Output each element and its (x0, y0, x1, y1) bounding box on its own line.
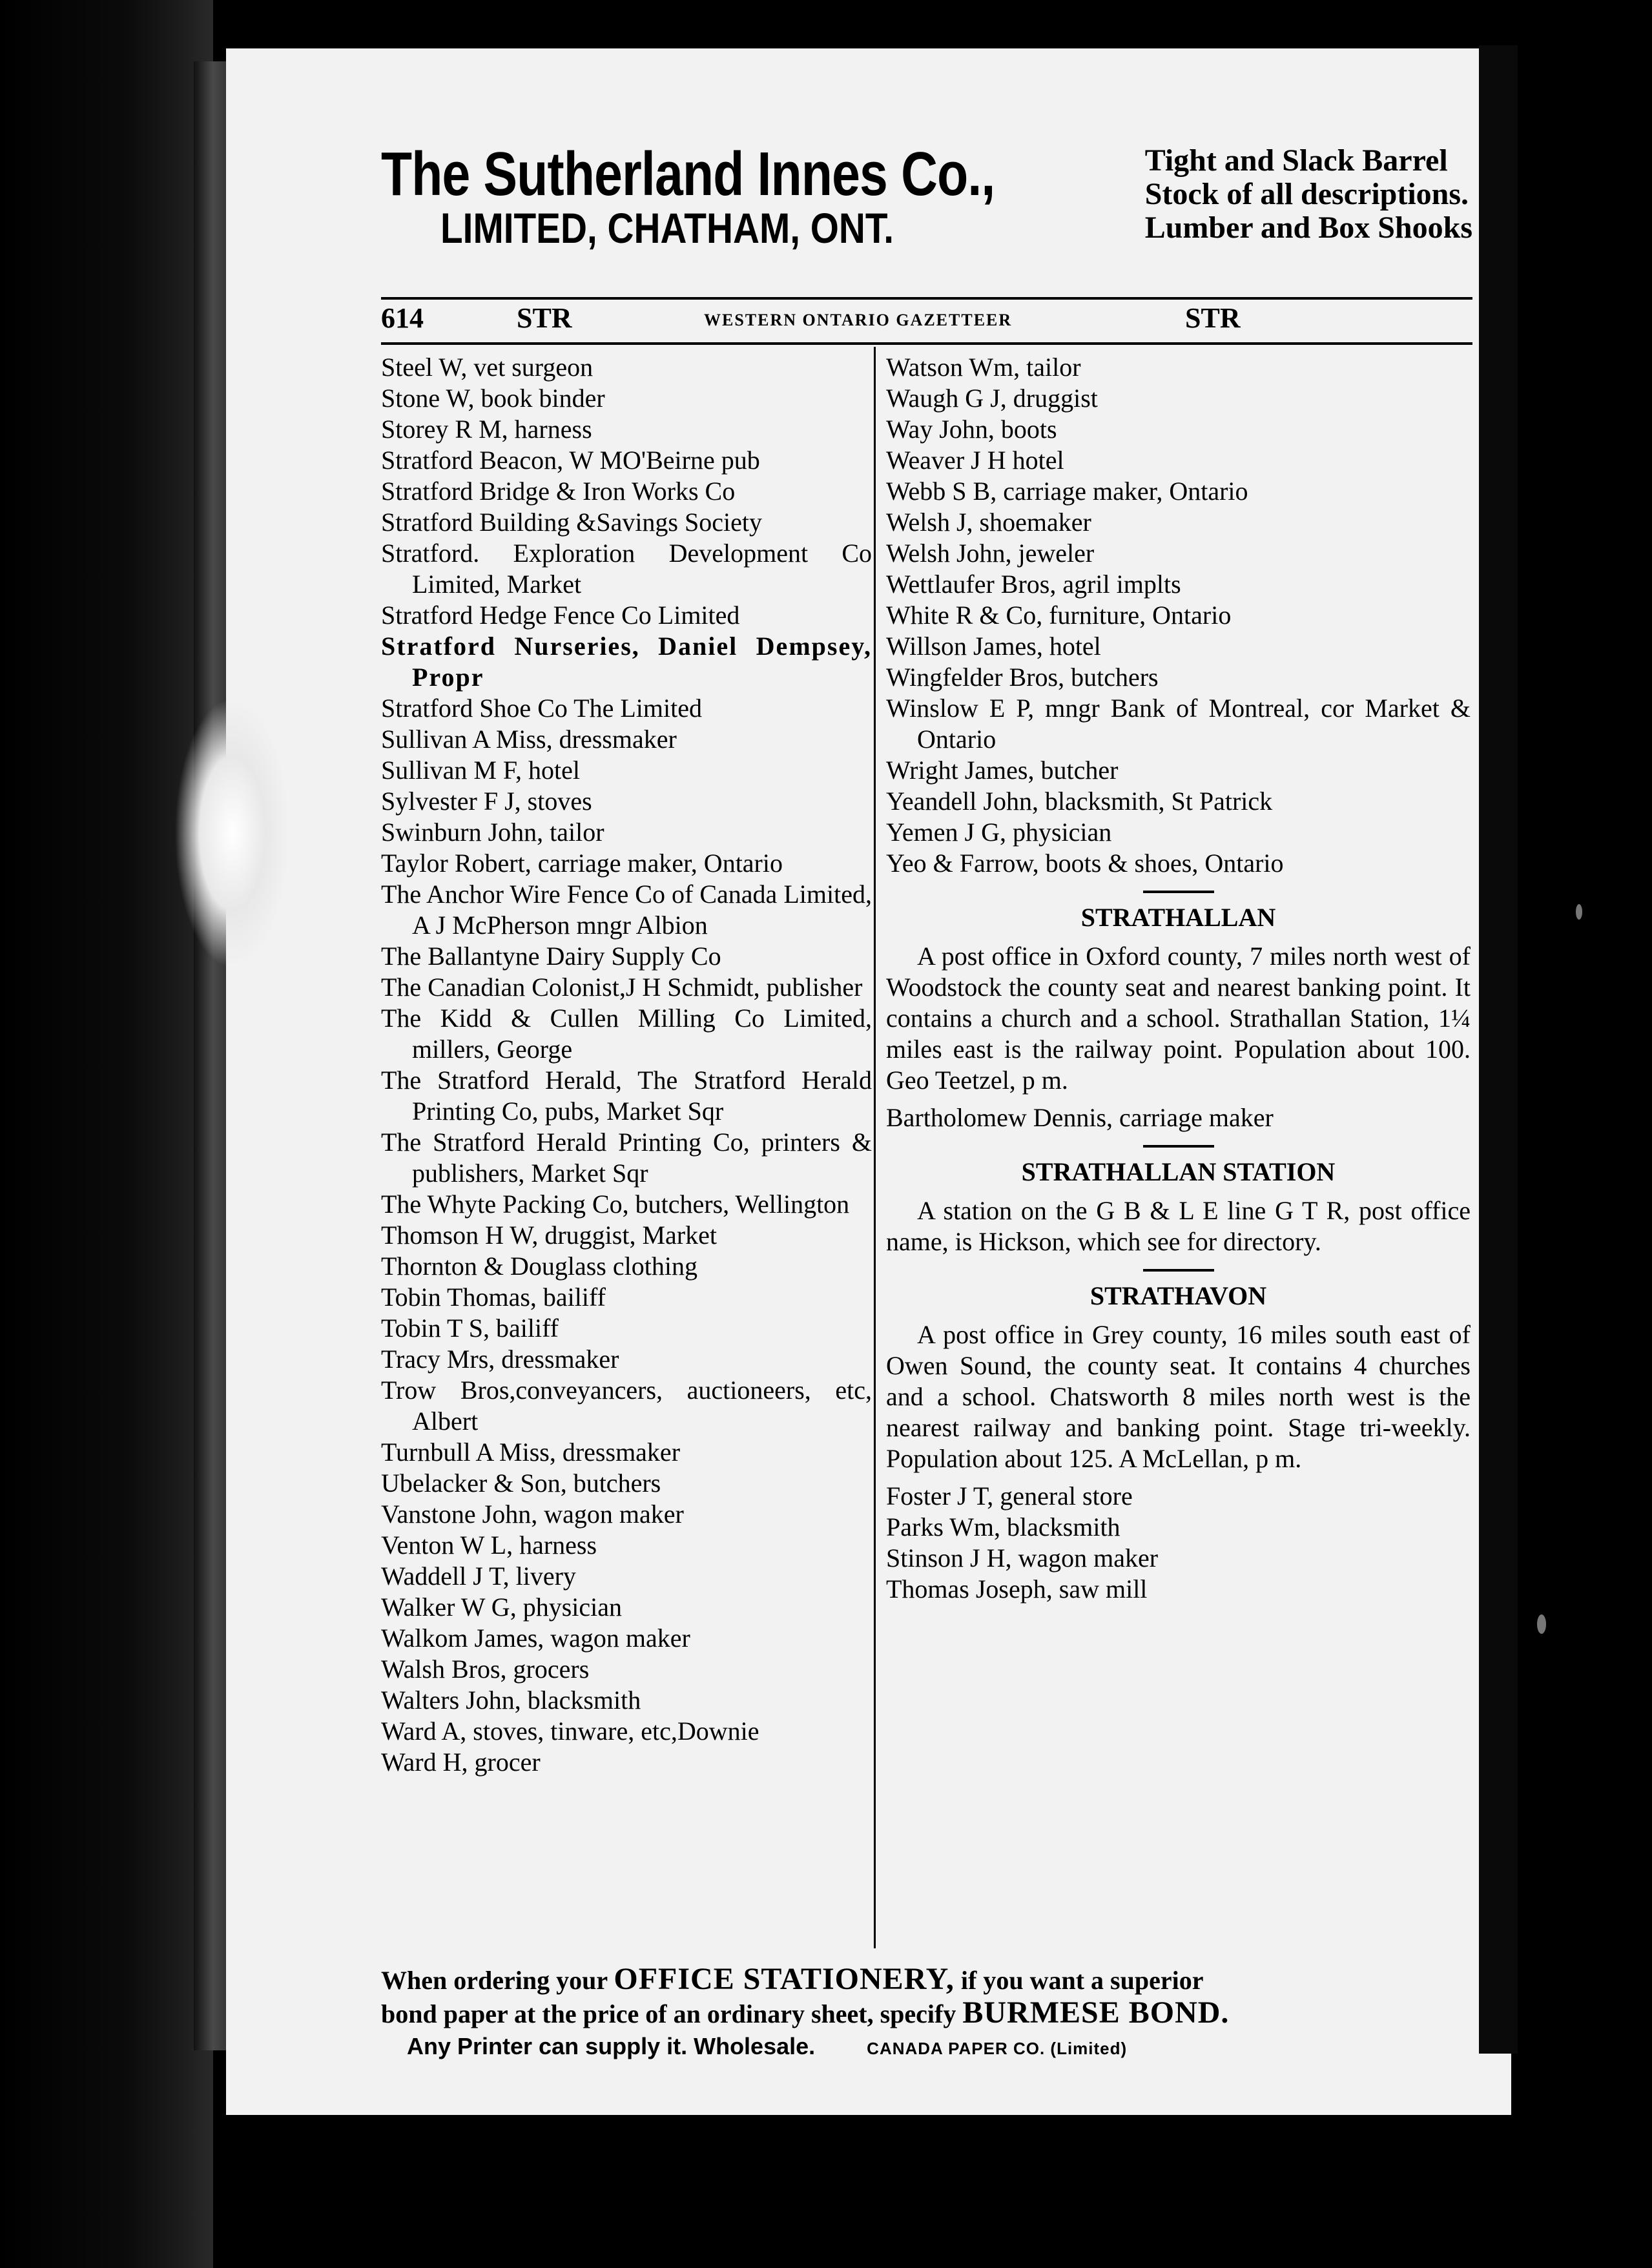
ad-line: Stock of all descriptions. (1144, 177, 1469, 211)
section-heading: STRATHALLAN STATION (1021, 1157, 1336, 1186)
ad-company: CANADA PAPER CO. (Limited) (867, 2039, 1128, 2058)
gazetteer-title: WESTERN ONTARIO GAZETTEER (704, 311, 1013, 329)
directory-entry: Wright James, butcher (886, 756, 1119, 785)
directory-entry: Yeandell John, blacksmith, St Patrick (886, 787, 1273, 816)
ad-line: Lumber and Box Shooks (1144, 211, 1472, 245)
ad-text: if you want a superior (960, 1966, 1204, 1995)
bottom-advertisement (381, 1963, 1472, 2073)
directory-entry: Swinburn John, tailor (381, 818, 604, 847)
section-rule (1143, 891, 1214, 893)
directory-entry: Winslow E P, mngr Bank of Montreal, cor Market & Ontario (886, 694, 1471, 754)
ad-line (381, 1997, 1472, 2030)
directory-entry: The Anchor Wire Fence Co of Canada Limited, A J McPherson mngr Albion (381, 880, 872, 940)
ad-line (381, 2030, 1472, 2065)
ad-product-lines (1145, 144, 1472, 245)
directory-entry: Trow Bros,conveyancers, auctioneers, etc, Albert (381, 1376, 872, 1436)
directory-entry: Stratford Nurseries, Daniel Dempsey, Propr (381, 632, 872, 692)
page-number: 614 (381, 302, 424, 334)
directory-entry: Stratford Beacon, W MO'Beirne pub (381, 446, 760, 475)
directory-entry: Stinson J H, wagon maker (886, 1543, 1159, 1572)
directory-entry: Tobin Thomas, bailiff (381, 1283, 606, 1312)
section-description: A post office in Grey county, 16 miles south east of Owen Sound, the county seat. It contains 4 churches and a school. Chatsworth 8 miles north west is the nearest railway and banking point. Stage tri-weekly. Population about 125. A McLellan, p m. (886, 1320, 1471, 1473)
directory-entry: Way John, boots (886, 415, 1057, 444)
directory-entry: Ward H, grocer (381, 1747, 541, 1777)
directory-page (226, 48, 1511, 2115)
ad-emphasis: BURMESE BOND. (962, 1995, 1230, 2030)
directory-entry: The Ballantyne Dairy Supply Co (381, 942, 721, 971)
directory-entry: Thornton & Douglass clothing (381, 1252, 697, 1281)
ad-company-location: LIMITED, CHATHAM, ONT. (440, 204, 894, 252)
directory-entry: Thomas Joseph, saw mill (886, 1574, 1148, 1603)
directory-entry: Storey R M, harness (381, 415, 592, 444)
directory-entry: Stone W, book binder (381, 384, 605, 413)
directory-entry: Tracy Mrs, dressmaker (381, 1345, 619, 1374)
directory-entry: The Canadian Colonist,J H Schmidt, publisher (381, 973, 863, 1002)
section-heading: STRATHALLAN (1080, 903, 1276, 932)
directory-entry: Ward A, stoves, tinware, etc,Downie (381, 1716, 759, 1746)
running-head (381, 302, 1472, 340)
ad-emphasis: OFFICE STATIONERY, (614, 1962, 955, 1996)
directory-entry: Welsh J, shoemaker (886, 508, 1091, 537)
directory-entry: Thomson H W, druggist, Market (381, 1221, 717, 1250)
directory-entry: Walkom James, wagon maker (381, 1624, 690, 1653)
ad-text: bond paper at the price of an ordinary sheet, specify (381, 1999, 956, 2028)
ad-line (381, 1963, 1472, 1997)
directory-entry: The Stratford Herald, The Stratford Herald Printing Co, pubs, Market Sqr (381, 1066, 872, 1126)
directory-entry: The Stratford Herald Printing Co, printers & publishers, Market Sqr (381, 1128, 872, 1188)
directory-entry: Taylor Robert, carriage maker, Ontario (381, 849, 783, 878)
directory-entry: Welsh John, jeweler (886, 539, 1095, 568)
ad-company-name: The Sutherland Innes Co., (381, 139, 995, 209)
section-description: A station on the G B & L E line G T R, post office name, is Hickson, which see for directory. (886, 1196, 1471, 1256)
left-key: STR (517, 302, 572, 334)
ad-line: Tight and Slack Barrel (1144, 143, 1448, 178)
directory-entry: Parks Wm, blacksmith (886, 1512, 1120, 1541)
scan-border (0, 0, 213, 2268)
directory-entry: Yemen J G, physician (886, 818, 1112, 847)
directory-entry: The Kidd & Cullen Milling Co Limited, millers, George (381, 1004, 872, 1064)
section-rule (1143, 1269, 1214, 1272)
directory-entry: Sylvester F J, stoves (381, 787, 592, 816)
directory-entry: Stratford. Exploration Development Co Limited, Market (381, 539, 872, 599)
header-rule (381, 342, 1472, 345)
directory-entry: Stratford Shoe Co The Limited (381, 694, 702, 723)
directory-entry: Tobin T S, bailiff (381, 1314, 559, 1343)
right-key: STR (1185, 302, 1241, 334)
paper-stain (174, 697, 291, 969)
directory-entry: Willson James, hotel (886, 632, 1101, 661)
directory-entry: Waddell J T, livery (381, 1562, 576, 1591)
directory-entry: Yeo & Farrow, boots & shoes, Ontario (886, 849, 1284, 878)
directory-entry: Stratford Hedge Fence Co Limited (381, 601, 740, 630)
section-description: A post office in Oxford county, 7 miles north west of Woodstock the county seat and nearest banking point. It contains a church and a school. Strathallan Station, 1¼ miles east is the railway point. Population about 100. Geo Teetzel, p m. (886, 942, 1471, 1095)
directory-entry: Venton W L, harness (381, 1531, 597, 1560)
directory-entry: Wingfelder Bros, butchers (886, 663, 1159, 692)
column-divider (874, 347, 876, 1948)
directory-entry: Wettlaufer Bros, agril implts (886, 570, 1181, 599)
directory-entry: Foster J T, general store (886, 1481, 1133, 1510)
top-advertisement (381, 139, 1472, 287)
section-heading: STRATHAVON (1089, 1281, 1267, 1310)
directory-entry: Vanstone John, wagon maker (381, 1500, 684, 1529)
directory-entry: Walters John, blacksmith (381, 1686, 641, 1715)
ad-text: When ordering your (381, 1966, 608, 1995)
directory-entry: Stratford Building &Savings Society (381, 508, 762, 537)
directory-entry: White R & Co, furniture, Ontario (886, 601, 1232, 630)
directory-entry: The Whyte Packing Co, butchers, Wellington (381, 1190, 850, 1219)
speck (1537, 1614, 1546, 1634)
directory-entry: Stratford Bridge & Iron Works Co (381, 477, 736, 506)
section-rule (1143, 1145, 1214, 1148)
directory-entry: Walker W G, physician (381, 1593, 622, 1622)
directory-entry: Waugh G J, druggist (886, 384, 1098, 413)
right-page-edge (1479, 45, 1518, 2054)
left-column (381, 352, 872, 1778)
directory-entry: Steel W, vet surgeon (381, 353, 594, 382)
directory-entry: Sullivan A Miss, dressmaker (381, 725, 677, 754)
directory-entry: Sullivan M F, hotel (381, 756, 580, 785)
speck (1576, 904, 1582, 920)
directory-entry: Webb S B, carriage maker, Ontario (886, 477, 1248, 506)
directory-entry: Watson Wm, tailor (886, 353, 1081, 382)
directory-entry: Ubelacker & Son, butchers (381, 1469, 661, 1498)
directory-entry: Bartholomew Dennis, carriage maker (886, 1103, 1274, 1132)
directory-entry: Weaver J H hotel (886, 446, 1064, 475)
directory-entry: Turnbull A Miss, dressmaker (381, 1438, 681, 1467)
ad-text: Any Printer can supply it. Wholesale. (407, 2033, 816, 2059)
header-rule (381, 297, 1472, 300)
directory-entry: Walsh Bros, grocers (381, 1655, 590, 1684)
right-column (886, 352, 1471, 1605)
